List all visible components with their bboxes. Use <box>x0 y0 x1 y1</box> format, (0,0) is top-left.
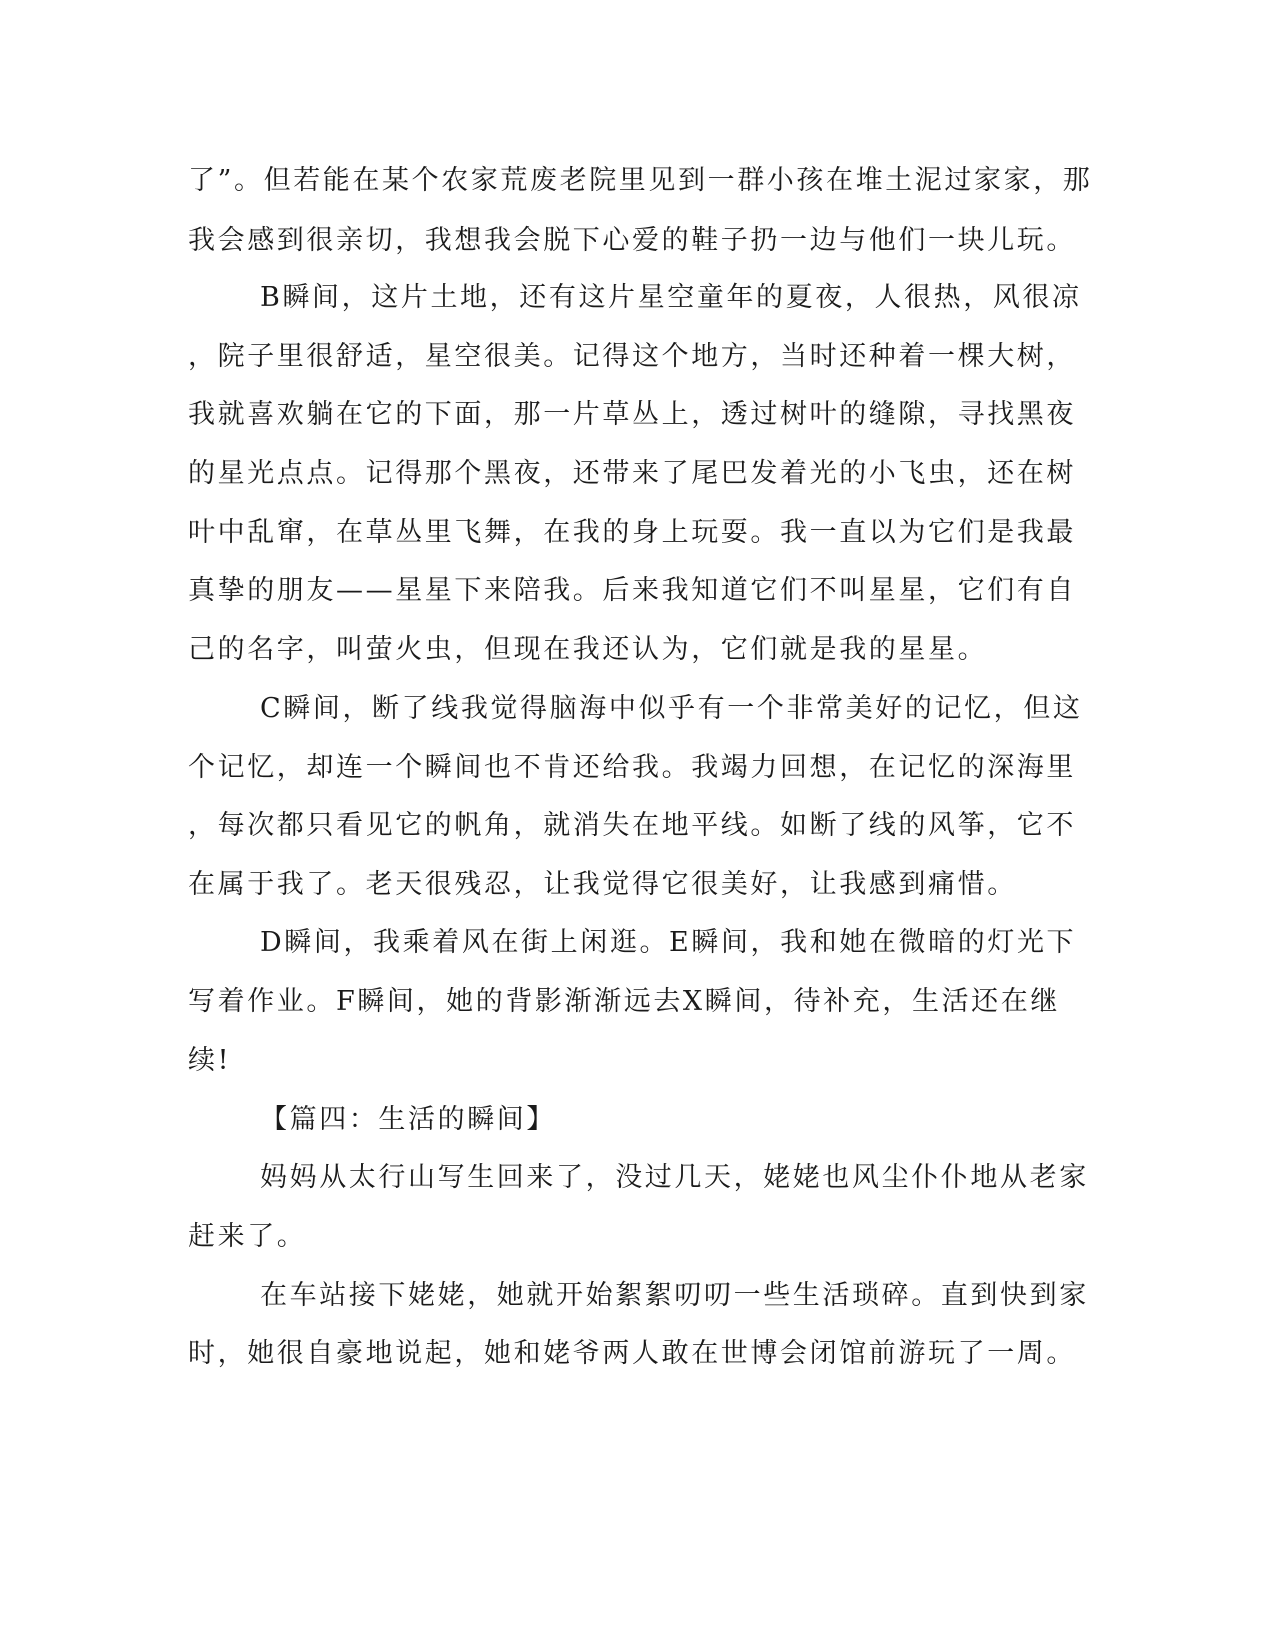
text-line: 赶来了。 <box>188 1221 307 1252</box>
text-line: 己的名字，叫萤火虫，但现在我还认为，它们就是我的星星。 <box>188 634 988 665</box>
text-line: 在属于我了。老天很残忍，让我觉得它很美好，让我感到痛惜。 <box>188 869 1017 900</box>
text-line: 的星光点点。记得那个黑夜，还带来了尾巴发着光的小飞虫，还在树 <box>188 458 1076 489</box>
paragraph-start: 在车站接下姥姥，她就开始絮絮叨叨一些生活琐碎。直到快到家 <box>260 1280 1089 1311</box>
text-line: 写着作业。F瞬间，她的背影渐渐远去X瞬间，待补充，生活还在继 <box>188 986 1060 1017</box>
text-line: 我就喜欢躺在它的下面，那一片草丛上，透过树叶的缝隙，寻找黑夜 <box>188 399 1076 430</box>
paragraph-c-start: C瞬间，断了线我觉得脑海中似乎有一个非常美好的记忆，但这 <box>260 693 1083 724</box>
text-line: ，院子里很舒适，星空很美。记得这个地方，当时还种着一棵大树， <box>188 341 1076 372</box>
text-line: 时，她很自豪地说起，她和姥爷两人敢在世博会闭馆前游玩了一周。 <box>188 1338 1076 1369</box>
text-line: 真挚的朋友——星星下来陪我。后来我知道它们不叫星星，它们有自 <box>188 575 1076 606</box>
text-line: 了”。但若能在某个农家荒废老院里见到一群小孩在堆土泥过家家，那 <box>188 165 1093 196</box>
text-line: 个记忆，却连一个瞬间也不肯还给我。我竭力回想，在记忆的深海里 <box>188 752 1076 783</box>
text-line: 续! <box>188 1045 232 1076</box>
paragraph-b-start: B瞬间，这片土地，还有这片星空童年的夏夜，人很热，风很凉 <box>260 282 1082 313</box>
paragraph-d-start: D瞬间，我乘着风在街上闲逛。E瞬间，我和她在微暗的灯光下 <box>260 927 1077 958</box>
text-line: 叶中乱窜，在草丛里飞舞，在我的身上玩耍。我一直以为它们是我最 <box>188 517 1076 548</box>
text-line: 我会感到很亲切，我想我会脱下心爱的鞋子扔一边与他们一块儿玩。 <box>188 225 1076 256</box>
paragraph-start: 妈妈从太行山写生回来了，没过几天，姥姥也风尘仆仆地从老家 <box>260 1162 1089 1193</box>
text-line: ，每次都只看见它的帆角，就消失在地平线。如断了线的风筝，它不 <box>188 810 1076 841</box>
section-heading: 【篇四：生活的瞬间】 <box>260 1104 556 1135</box>
